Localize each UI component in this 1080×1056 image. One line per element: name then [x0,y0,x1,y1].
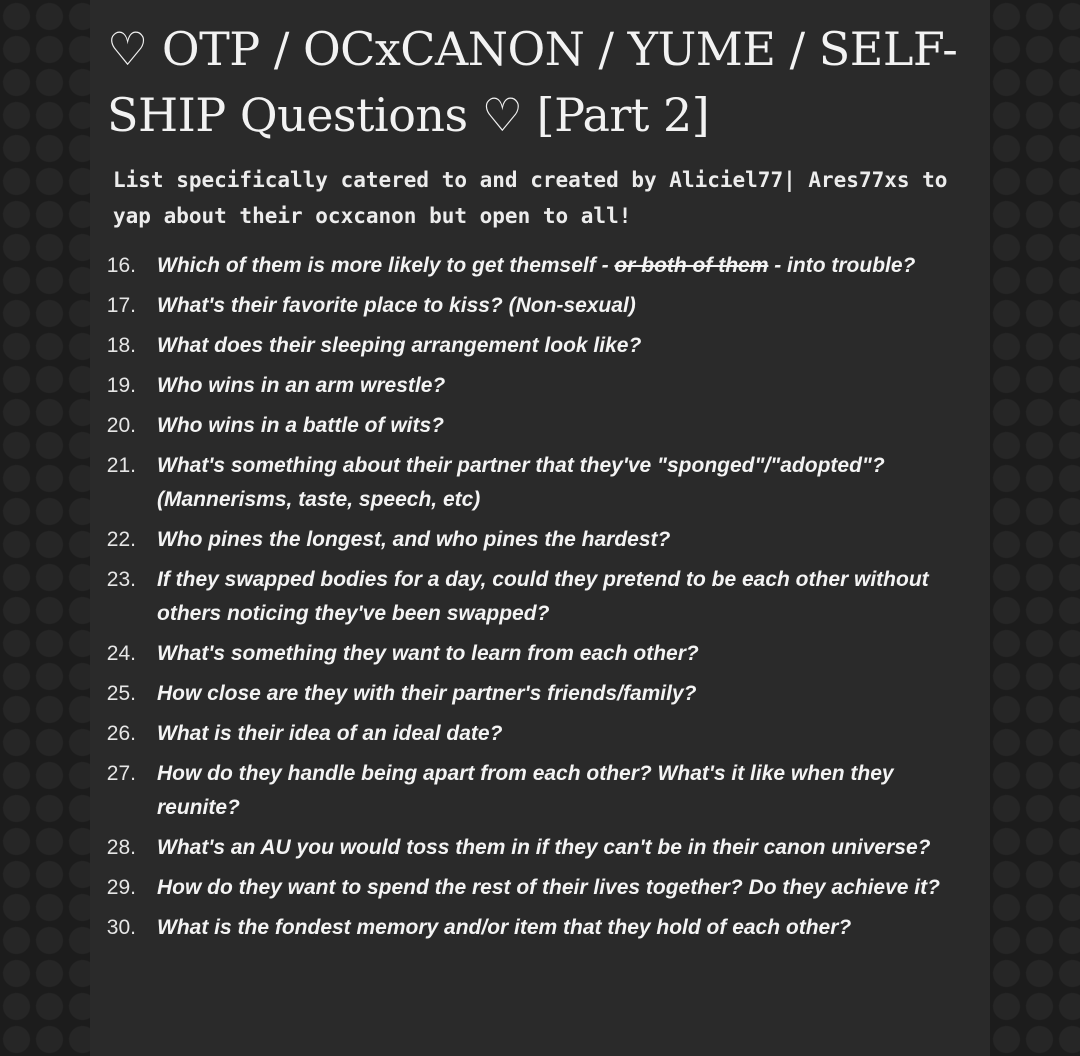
question-text: Who wins in a battle of wits? [157,414,444,437]
question-item [96,369,976,403]
question-number: 19. [106,374,136,397]
question-number: 16. [106,254,136,277]
question-item [96,329,976,363]
question-number: 24. [106,642,136,665]
question-text-start: Which of them is more likely to get themself - [157,254,615,277]
page-subtitle: List specifically catered to and created by Aliciel77| Ares77xs to yap about their ocxcanon but open to all! [113,168,948,228]
question-item [96,637,976,671]
question-text: What is the fondest memory and/or item that they hold of each other? [157,916,852,939]
question-number: 20. [106,414,136,437]
question-number: 18. [106,334,136,357]
question-item [96,563,976,631]
question-list [96,249,976,951]
page-title: ♡ OTP / OCxCANON / YUME / SELF-SHIP Questions ♡ [Part 2] [107,22,958,142]
question-number: 22. [106,528,136,551]
question-text: How close are they with their partner's friends/family? [157,682,697,705]
question-item [96,677,976,711]
question-item [96,409,976,443]
question-item [96,757,976,825]
question-text: Who wins in an arm wrestle? [157,374,446,397]
question-item [96,523,976,557]
question-number: 30. [106,916,136,939]
question-text: If they swapped bodies for a day, could they pretend to be each other without others noticing they've been swapped? [157,568,929,625]
question-text: What's something about their partner that they've "sponged"/"adopted"? (Mannerisms, taste, speech, etc) [157,454,885,511]
question-number: 26. [106,722,136,745]
question-text-end: - into trouble? [768,254,916,277]
question-text: What does their sleeping arrangement look like? [157,334,642,357]
question-item [96,289,976,323]
question-text: What's an AU you would toss them in if they can't be in their canon universe? [157,836,931,859]
struck-text: or both of them [614,254,769,277]
question-text: What's their favorite place to kiss? (Non-sexual) [157,294,636,317]
question-item [96,249,976,283]
question-number: 27. [106,762,136,785]
question-item [96,911,976,945]
question-text: What is their idea of an ideal date? [157,722,503,745]
question-number: 23. [106,568,136,591]
question-item [96,871,976,905]
question-number: 29. [106,876,136,899]
question-item [96,831,976,865]
question-text: Who pines the longest, and who pines the hardest? [157,528,671,551]
question-number: 28. [106,836,136,859]
question-text: How do they handle being apart from each other? What's it like when they reunite? [157,762,894,819]
question-number: 17. [106,294,136,317]
question-item [96,717,976,751]
question-text: What's something they want to learn from each other? [157,642,699,665]
question-text: How do they want to spend the rest of their lives together? Do they achieve it? [157,876,940,899]
question-item [96,449,976,517]
question-text [157,249,957,283]
question-number: 25. [106,682,136,705]
question-number: 21. [106,454,136,477]
